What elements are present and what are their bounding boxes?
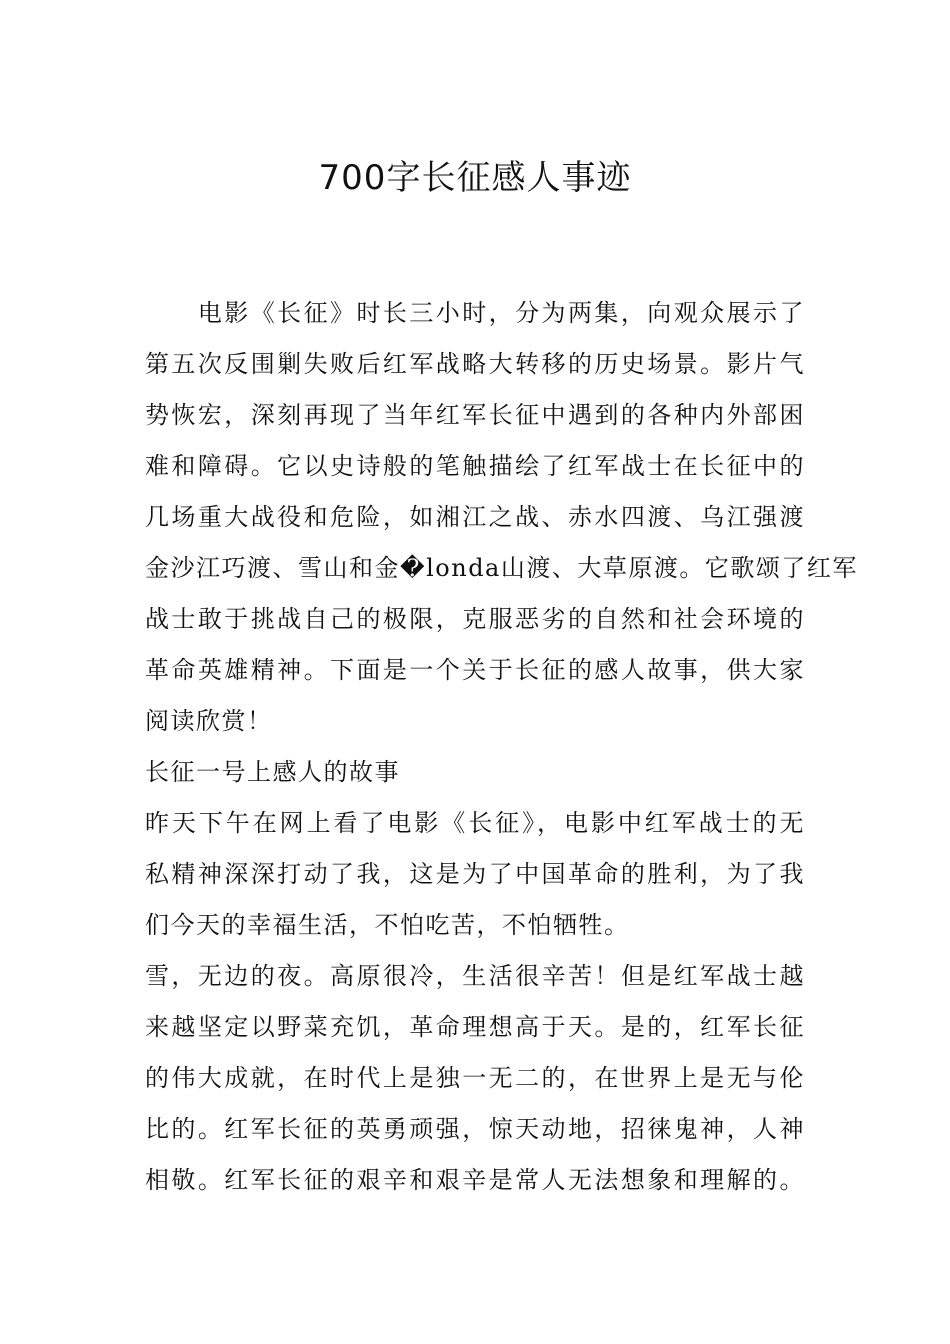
paragraph-line: 的伟大成就，在时代上是独一无二的，在世界上是无与伦 <box>145 1064 805 1092</box>
paragraph-line: 来越坚定以野菜充饥，革命理想高于天。是的，红军长征 <box>145 1013 805 1041</box>
paragraph-line: 阅读欣赏！ <box>145 707 273 735</box>
paragraph-line: 们今天的幸福生活，不怕吃苦，不怕牺牲。 <box>145 911 630 939</box>
paragraph-line: 革命英雄精神。下面是一个关于长征的感人故事，供大家 <box>145 656 805 684</box>
paragraph-line: 难和障碍。它以史诗般的笔触描绘了红军战士在长征中的 <box>145 452 805 480</box>
document-title: 700字长征感人事迹 <box>318 158 632 198</box>
section-heading: 长征一号上感人的故事 <box>145 758 400 786</box>
document-body <box>145 288 858 1206</box>
paragraph-line: 比的。红军长征的英勇顽强，惊天动地，招徕鬼神，人神 <box>145 1115 805 1143</box>
paragraph-line: 第五次反围剿失败后红军战略大转移的历史场景。影片气 <box>145 350 805 378</box>
paragraph-line: 昨天下午在网上看了电影《长征》，电影中红军战士的无 <box>145 809 805 837</box>
paragraph-line: 战士敢于挑战自己的极限，克服恶劣的自然和社会环境的 <box>145 605 805 633</box>
paragraph-line: 金沙江巧渡、雪山和金�londa山渡、大草原渡。它歌颂了红军 <box>145 554 858 582</box>
paragraph-line: 相敬。红军长征的艰辛和艰辛是常人无法想象和理解的。 <box>145 1166 805 1194</box>
paragraph-line: 势恢宏，深刻再现了当年红军长征中遇到的各种内外部困 <box>145 401 805 429</box>
paragraph-line: 电影《长征》时长三小时，分为两集，向观众展示了 <box>145 299 805 327</box>
paragraph-line: 私精神深深打动了我，这是为了中国革命的胜利，为了我 <box>145 860 805 888</box>
paragraph-line: 雪，无边的夜。高原很冷，生活很辛苦！但是红军战士越 <box>145 962 805 990</box>
paragraph-line: 几场重大战役和危险，如湘江之战、赤水四渡、乌江强渡 <box>145 503 805 531</box>
